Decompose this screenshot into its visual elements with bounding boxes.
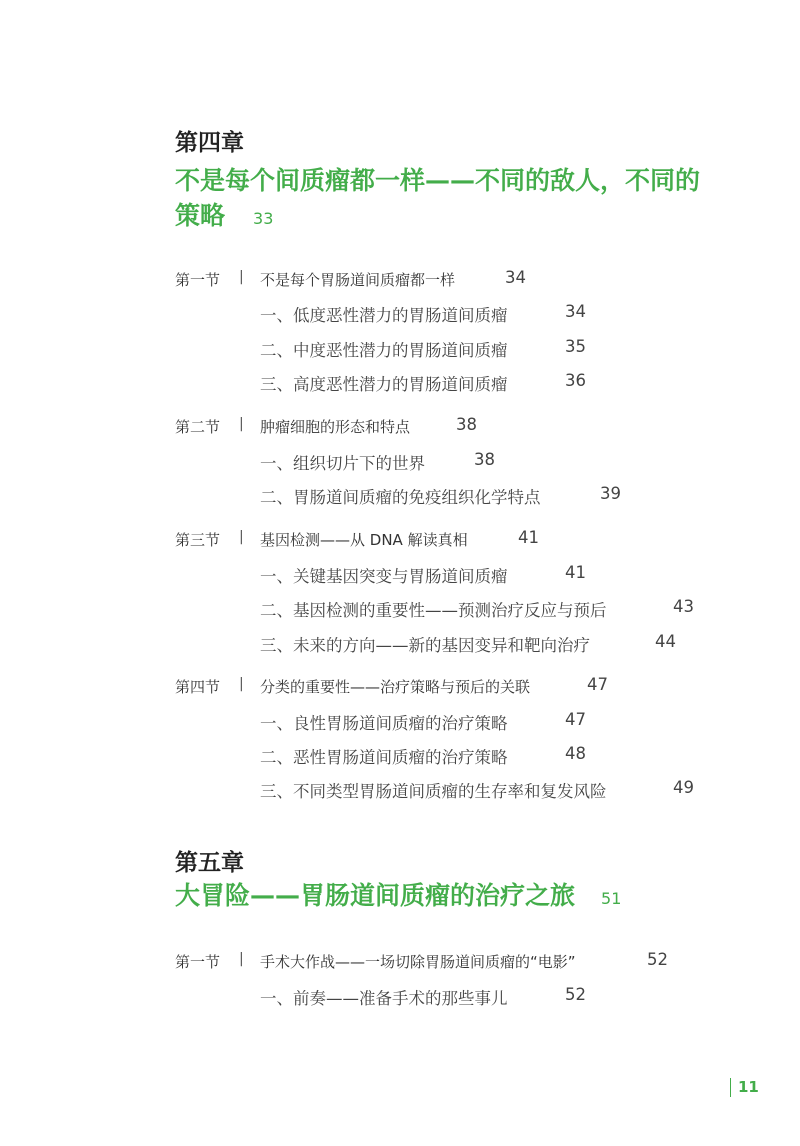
toc-item[interactable]: 三、不同类型胃肠道间质瘤的生存率和复发风险 bbox=[260, 782, 607, 801]
section-title[interactable]: 基因检测——从 DNA 解读真相 bbox=[260, 531, 468, 549]
toc-item-page: 36 bbox=[565, 371, 586, 390]
section-label: 第二节 bbox=[175, 418, 221, 436]
toc-item-page: 44 bbox=[655, 632, 676, 651]
section-separator: | bbox=[239, 416, 244, 432]
toc-item[interactable]: 一、低度恶性潜力的胃肠道间质瘤 bbox=[260, 306, 508, 325]
section-title[interactable]: 不是每个胃肠道间质瘤都一样 bbox=[260, 271, 456, 289]
chapter-title-line2-text: 策略 bbox=[175, 201, 226, 230]
toc-item[interactable]: 二、恶性胃肠道间质瘤的治疗策略 bbox=[260, 748, 508, 767]
toc-item[interactable]: 三、未来的方向——新的基因变异和靶向治疗 bbox=[260, 636, 590, 655]
chapter-title-line1 bbox=[175, 877, 621, 918]
toc-item[interactable]: 一、良性胃肠道间质瘤的治疗策略 bbox=[260, 714, 508, 733]
section-label: 第一节 bbox=[175, 271, 221, 289]
toc-item[interactable]: 一、关键基因突变与胃肠道间质瘤 bbox=[260, 567, 508, 586]
chapter-title-text: 大冒险——胃肠道间质瘤的治疗之旅 bbox=[175, 881, 576, 910]
page-number: 11 bbox=[738, 1078, 759, 1096]
section-page-number: 34 bbox=[505, 268, 526, 287]
toc-item-page: 47 bbox=[565, 710, 586, 729]
section-page-number: 38 bbox=[456, 415, 477, 434]
chapter-title-line1: 不是每个间质瘤都一样——不同的敌人，不同的 bbox=[175, 166, 701, 195]
toc-item-page: 35 bbox=[565, 337, 586, 356]
section-label: 第四节 bbox=[175, 678, 221, 696]
toc-item[interactable]: 三、高度恶性潜力的胃肠道间质瘤 bbox=[260, 375, 508, 394]
chapter-label: 第五章 bbox=[175, 850, 244, 876]
toc-item[interactable]: 一、前奏——准备手术的那些事儿 bbox=[260, 989, 508, 1008]
chapter-label: 第四章 bbox=[175, 130, 244, 156]
toc-item-page: 41 bbox=[565, 563, 586, 582]
section-page-number: 47 bbox=[587, 675, 608, 694]
toc-item-page: 43 bbox=[673, 597, 694, 616]
section-title[interactable]: 手术大作战——一场切除胃肠道间质瘤的“电影” bbox=[260, 953, 576, 971]
section-page-number: 52 bbox=[647, 950, 668, 969]
folio-divider bbox=[730, 1078, 731, 1097]
toc-item-page: 52 bbox=[565, 985, 586, 1004]
toc-item-page: 38 bbox=[474, 450, 495, 469]
chapter-page-number: 51 bbox=[601, 889, 622, 908]
toc-item[interactable]: 二、胃肠道间质瘤的免疫组织化学特点 bbox=[260, 488, 541, 507]
toc-item-page: 39 bbox=[600, 484, 621, 503]
section-label: 第一节 bbox=[175, 953, 221, 971]
toc-item[interactable]: 二、中度恶性潜力的胃肠道间质瘤 bbox=[260, 341, 508, 360]
section-title[interactable]: 分类的重要性——治疗策略与预后的关联 bbox=[260, 678, 531, 696]
section-page-number: 41 bbox=[518, 528, 539, 547]
chapter-title-line2 bbox=[175, 197, 273, 238]
toc-item[interactable]: 一、组织切片下的世界 bbox=[260, 454, 425, 473]
toc-item-page: 34 bbox=[565, 302, 586, 321]
toc-item[interactable]: 二、基因检测的重要性——预测治疗反应与预后 bbox=[260, 601, 607, 620]
toc-item-page: 48 bbox=[565, 744, 586, 763]
section-separator: | bbox=[239, 951, 244, 967]
chapter-page-number: 33 bbox=[253, 209, 274, 228]
section-separator: | bbox=[239, 269, 244, 285]
section-separator: | bbox=[239, 676, 244, 692]
section-separator: | bbox=[239, 529, 244, 545]
section-label: 第三节 bbox=[175, 531, 221, 549]
toc-item-page: 49 bbox=[673, 778, 694, 797]
section-title[interactable]: 肿瘤细胞的形态和特点 bbox=[260, 418, 411, 436]
